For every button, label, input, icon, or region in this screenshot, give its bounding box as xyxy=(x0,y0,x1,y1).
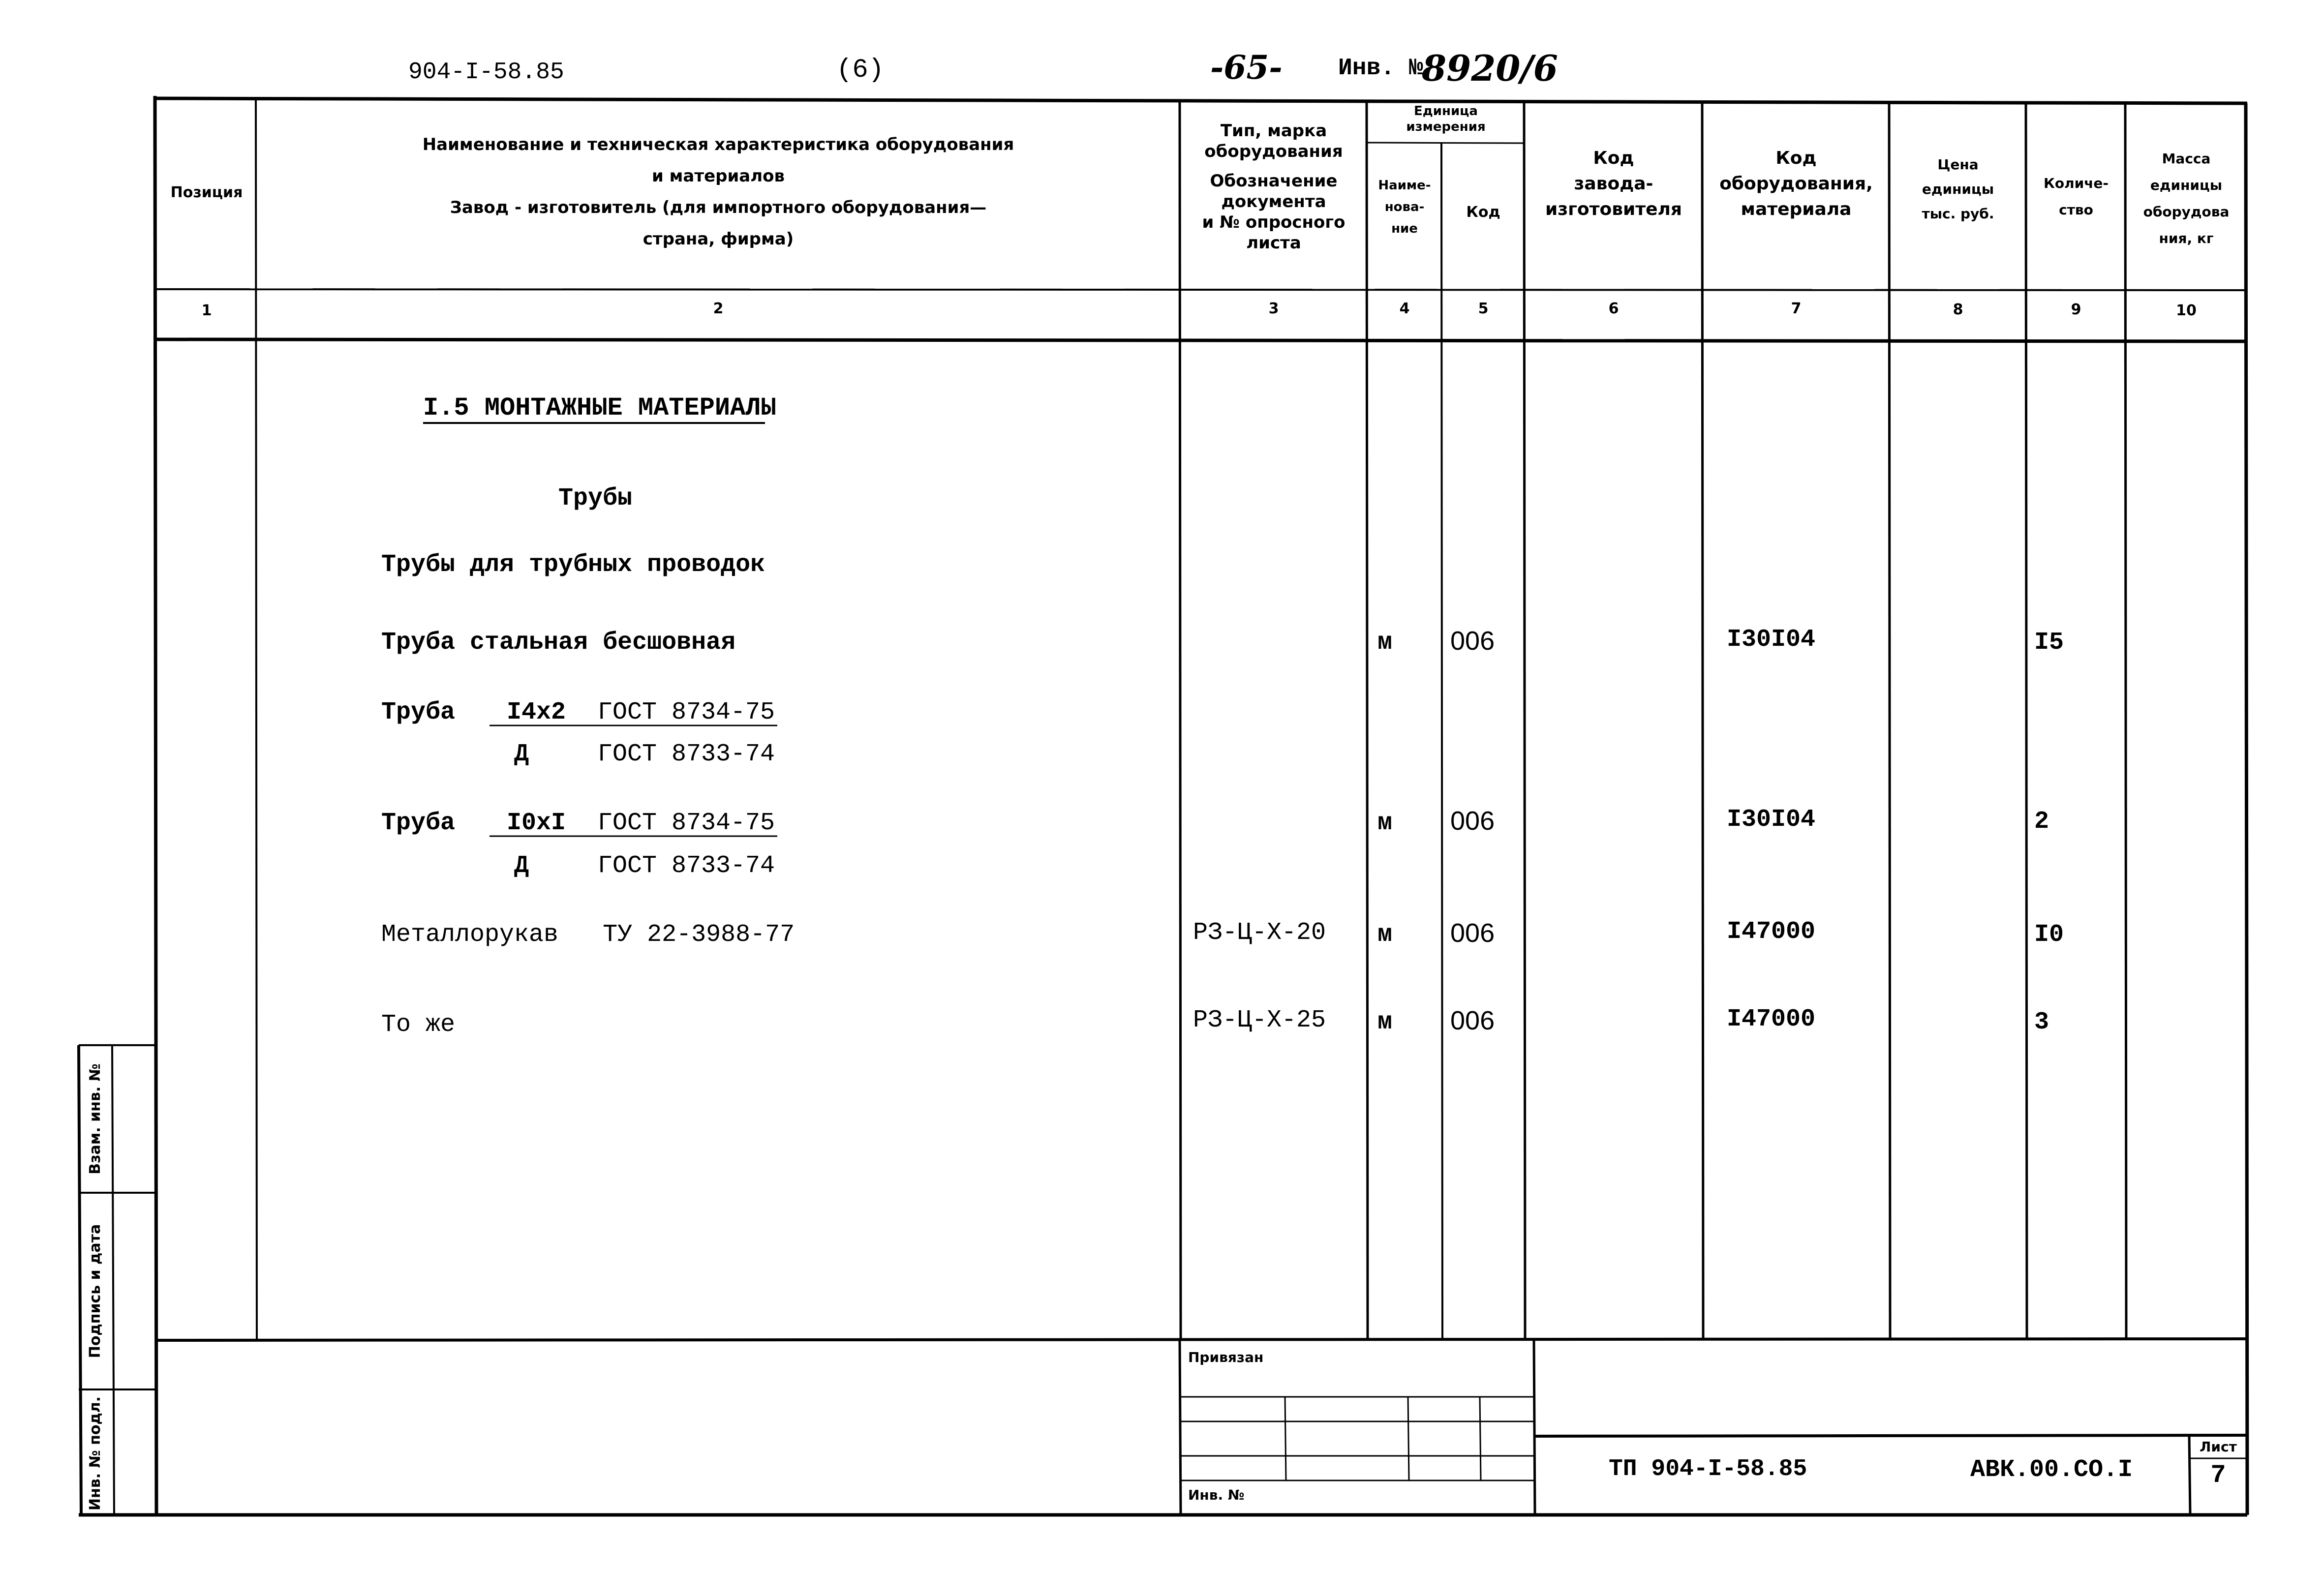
row-2-gost-top: ГОСТ 8734-75 xyxy=(598,698,775,726)
title-block-drawing-code: АВК.00.СО.I xyxy=(1970,1456,2133,1484)
row-4-name: Металлорукав ТУ 22-3988-77 xyxy=(381,921,795,949)
header-col-type-line5: и № опросного xyxy=(1202,212,1345,232)
row-4-material-code: I47000 xyxy=(1727,918,1816,946)
header-unit-group xyxy=(1369,103,1523,135)
row-5-type: РЗ-Ц-Х-25 xyxy=(1193,1006,1326,1034)
title-block-project-code: ТП 904-I-58.85 xyxy=(1609,1456,1807,1482)
side-stamp-podpis: Подпись и дата xyxy=(87,1224,104,1358)
row-4-type: РЗ-Ц-Х-20 xyxy=(1193,919,1326,947)
row-5-name: То же xyxy=(381,1011,456,1039)
row-3-size-top: I0xI xyxy=(507,809,566,837)
row-3-unit-code: 006 xyxy=(1450,806,1495,836)
header-col-material-code-line3: материала xyxy=(1741,199,1852,219)
row-1-name: Труба стальная бесшовная xyxy=(381,629,736,657)
header-col-mass-line2: единицы xyxy=(2150,177,2223,193)
header-col-mass-line1: Масса xyxy=(2162,151,2211,167)
header-col-price-line1: Цена xyxy=(1937,156,1979,173)
header-col-type-line6: листа xyxy=(1246,233,1301,253)
row-5-unit: м xyxy=(1377,1008,1393,1036)
header-col-type-line2: оборудования xyxy=(1204,142,1343,161)
section-title: I.5 МОНТАЖНЫЕ МАТЕРИАЛЫ xyxy=(423,393,776,422)
header-col-factory-code xyxy=(1526,146,1701,222)
row-2-gost-bottom: ГОСТ 8733-74 xyxy=(598,740,775,768)
col-number-4: 4 xyxy=(1399,300,1410,317)
header-col-quantity xyxy=(2028,170,2124,223)
header-col-unit-code: Код xyxy=(1466,204,1500,221)
row-3-gost-top: ГОСТ 8734-75 xyxy=(598,809,775,837)
row-2-size-top: I4x2 xyxy=(507,698,566,726)
header-col-type-line1: Тип, марка xyxy=(1220,121,1327,141)
header-col-material-code-line1: Код xyxy=(1775,148,1817,168)
row-5-unit-code: 006 xyxy=(1450,1006,1495,1035)
row-3-material-code: I30I04 xyxy=(1727,806,1816,834)
col-number-3: 3 xyxy=(1268,300,1279,317)
header-col-material-code-line2: оборудования, xyxy=(1719,174,1873,194)
header-col-name xyxy=(261,129,1176,255)
header-col-unit-name-line3: ние xyxy=(1391,221,1418,236)
header-unit-group-line2: измерения xyxy=(1406,120,1486,134)
header-col-position: Позиция xyxy=(170,184,243,201)
row-1-qty: I5 xyxy=(2034,629,2064,657)
header-col-quantity-line2: ство xyxy=(2059,202,2093,218)
group-title: Трубы для трубных проводок xyxy=(381,551,765,579)
row-3-size-bottom: Д xyxy=(514,852,529,880)
title-block-privyazan: Привязан xyxy=(1188,1349,1264,1365)
row-3-name: Труба xyxy=(381,809,456,837)
inv-label: Инв. № xyxy=(1338,55,1423,82)
inv-value: 8920/6 xyxy=(1422,47,1558,89)
header-col-mass-line4: ния, кг xyxy=(2159,230,2214,246)
row-2-size-bottom: Д xyxy=(514,740,529,768)
header-col-type xyxy=(1182,121,1366,253)
doc-code-top: 904-I-58.85 xyxy=(408,59,564,86)
col-number-9: 9 xyxy=(2071,301,2081,318)
page-number: -65- xyxy=(1210,48,1283,87)
header-col-price-line2: единицы xyxy=(1922,181,1994,197)
col-number-5: 5 xyxy=(1478,300,1489,317)
row-5-material-code: I47000 xyxy=(1727,1005,1816,1033)
row-1-material-code: I30I04 xyxy=(1727,626,1816,654)
row-4-qty: I0 xyxy=(2034,921,2064,949)
col-number-1: 1 xyxy=(201,302,212,319)
header-col-mass xyxy=(2127,146,2245,252)
header-col-name-line4: страна, фирма) xyxy=(642,229,794,249)
header-col-unit-name-line2: нова- xyxy=(1384,200,1425,214)
row-5-qty: 3 xyxy=(2034,1008,2049,1036)
title-block-inv-no: Инв. № xyxy=(1188,1487,1245,1503)
header-col-price-line3: тыс. руб. xyxy=(1922,206,1994,222)
col-number-6: 6 xyxy=(1608,300,1619,317)
col-number-10: 10 xyxy=(2176,302,2197,319)
header-col-quantity-line1: Количе- xyxy=(2043,175,2109,191)
row-3-qty: 2 xyxy=(2034,808,2049,836)
row-4-unit-code: 006 xyxy=(1450,918,1495,948)
row-2-name: Труба xyxy=(381,698,456,726)
header-col-factory-code-line1: Код xyxy=(1593,148,1634,168)
header-col-name-line2: и материалов xyxy=(651,166,785,186)
side-stamp-vzam: Взам. инв. № xyxy=(87,1063,104,1175)
row-1-unit: м xyxy=(1377,629,1393,657)
header-col-unit-name-line1: Наиме- xyxy=(1378,178,1431,193)
header-col-material-code xyxy=(1704,146,1888,222)
header-col-factory-code-line3: изготовителя xyxy=(1545,199,1682,219)
header-col-mass-line3: оборудова xyxy=(2143,204,2230,220)
subsection-title: Трубы xyxy=(558,484,633,513)
row-3-gost-bottom: ГОСТ 8733-74 xyxy=(598,852,775,880)
col-number-8: 8 xyxy=(1953,301,1963,318)
col-number-7: 7 xyxy=(1791,300,1802,317)
row-4-unit: м xyxy=(1377,921,1393,949)
header-col-type-line4: документа xyxy=(1221,192,1326,211)
row-3-unit: м xyxy=(1377,809,1393,837)
title-block-sheet-number: 7 xyxy=(2210,1461,2226,1490)
row-1-unit-code: 006 xyxy=(1450,626,1495,656)
title-block-sheet-label: Лист xyxy=(2200,1439,2237,1455)
side-stamp-inv-podl: Инв. № подл. xyxy=(87,1396,104,1511)
header-col-name-line3: Завод - изготовитель (для импортного оборудования— xyxy=(450,198,987,217)
col-number-2: 2 xyxy=(713,300,724,317)
header-col-unit-name xyxy=(1369,175,1440,240)
sheet-in-parens: (6) xyxy=(836,55,885,85)
header-col-factory-code-line2: завода- xyxy=(1574,174,1653,194)
header-col-type-line3: Обозначение xyxy=(1210,171,1338,191)
header-unit-group-line1: Единица xyxy=(1414,104,1478,119)
header-col-name-line1: Наименование и техническая характеристика оборудования xyxy=(422,135,1014,154)
header-col-price xyxy=(1891,152,2025,226)
